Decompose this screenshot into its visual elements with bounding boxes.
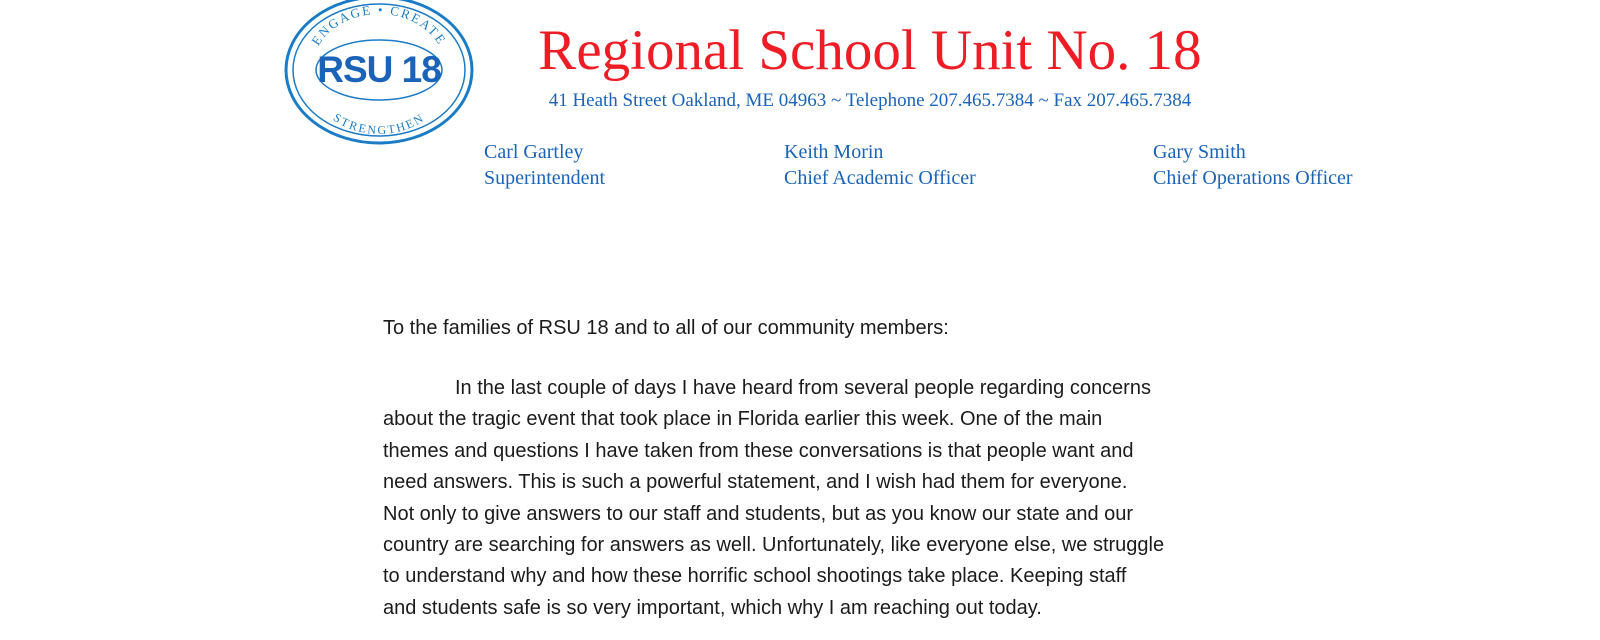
paragraph-line: In the last couple of days I have heard from several people regarding concerns [455,377,1151,399]
staff-title: Chief Operations Officer [1153,167,1353,189]
letter-salutation: To the families of RSU 18 and to all of our community members: [383,317,949,339]
paragraph-line: need answers. This is such a powerful statement, and I wish had them for everyone. [383,471,1128,494]
rsu18-seal-logo [282,0,476,148]
paragraph-line: about the tragic event that took place in Florida earlier this week. One of the main [383,408,1103,431]
paragraph-line: themes and questions I have taken from these conversations is that people want and [383,439,1134,462]
paragraph-line: to understand why and how these horrific school shootings take place. Keeping staff [383,565,1127,588]
org-name-heading: Regional School Unit No. 18 [538,19,1202,82]
staff-name: Carl Gartley [484,141,584,163]
seal-bottom-arc-text: STRENGTHEN [330,110,428,138]
seal-center-text: RSU 18 [317,49,441,90]
staff-block-chief-operations-officer [1153,139,1353,191]
staff-name: Keith Morin [784,141,884,163]
paragraph-line: Not only to give answers to our staff and students, but as you know our state and our [383,502,1134,525]
seal-graphic [282,0,476,148]
seal-top-arc-text: ENGAGE • CREATE [308,1,450,48]
staff-name: Gary Smith [1153,141,1246,163]
paragraph-line: country are searching for answers as well. Unfortunately, like everyone else, we struggle [383,533,1165,556]
paragraph-line: and students safe is so very important, which why I am reaching out today. [383,596,1042,619]
letter-body-paragraph [383,373,1303,624]
staff-block-superintendent [484,139,605,191]
org-address-line: 41 Heath Street Oakland, ME 04963 ~ Telephone 207.465.7384 ~ Fax 207.465.7384 [548,90,1192,111]
staff-block-chief-academic-officer [784,139,976,191]
staff-title: Superintendent [484,167,606,189]
staff-title: Chief Academic Officer [784,167,976,189]
